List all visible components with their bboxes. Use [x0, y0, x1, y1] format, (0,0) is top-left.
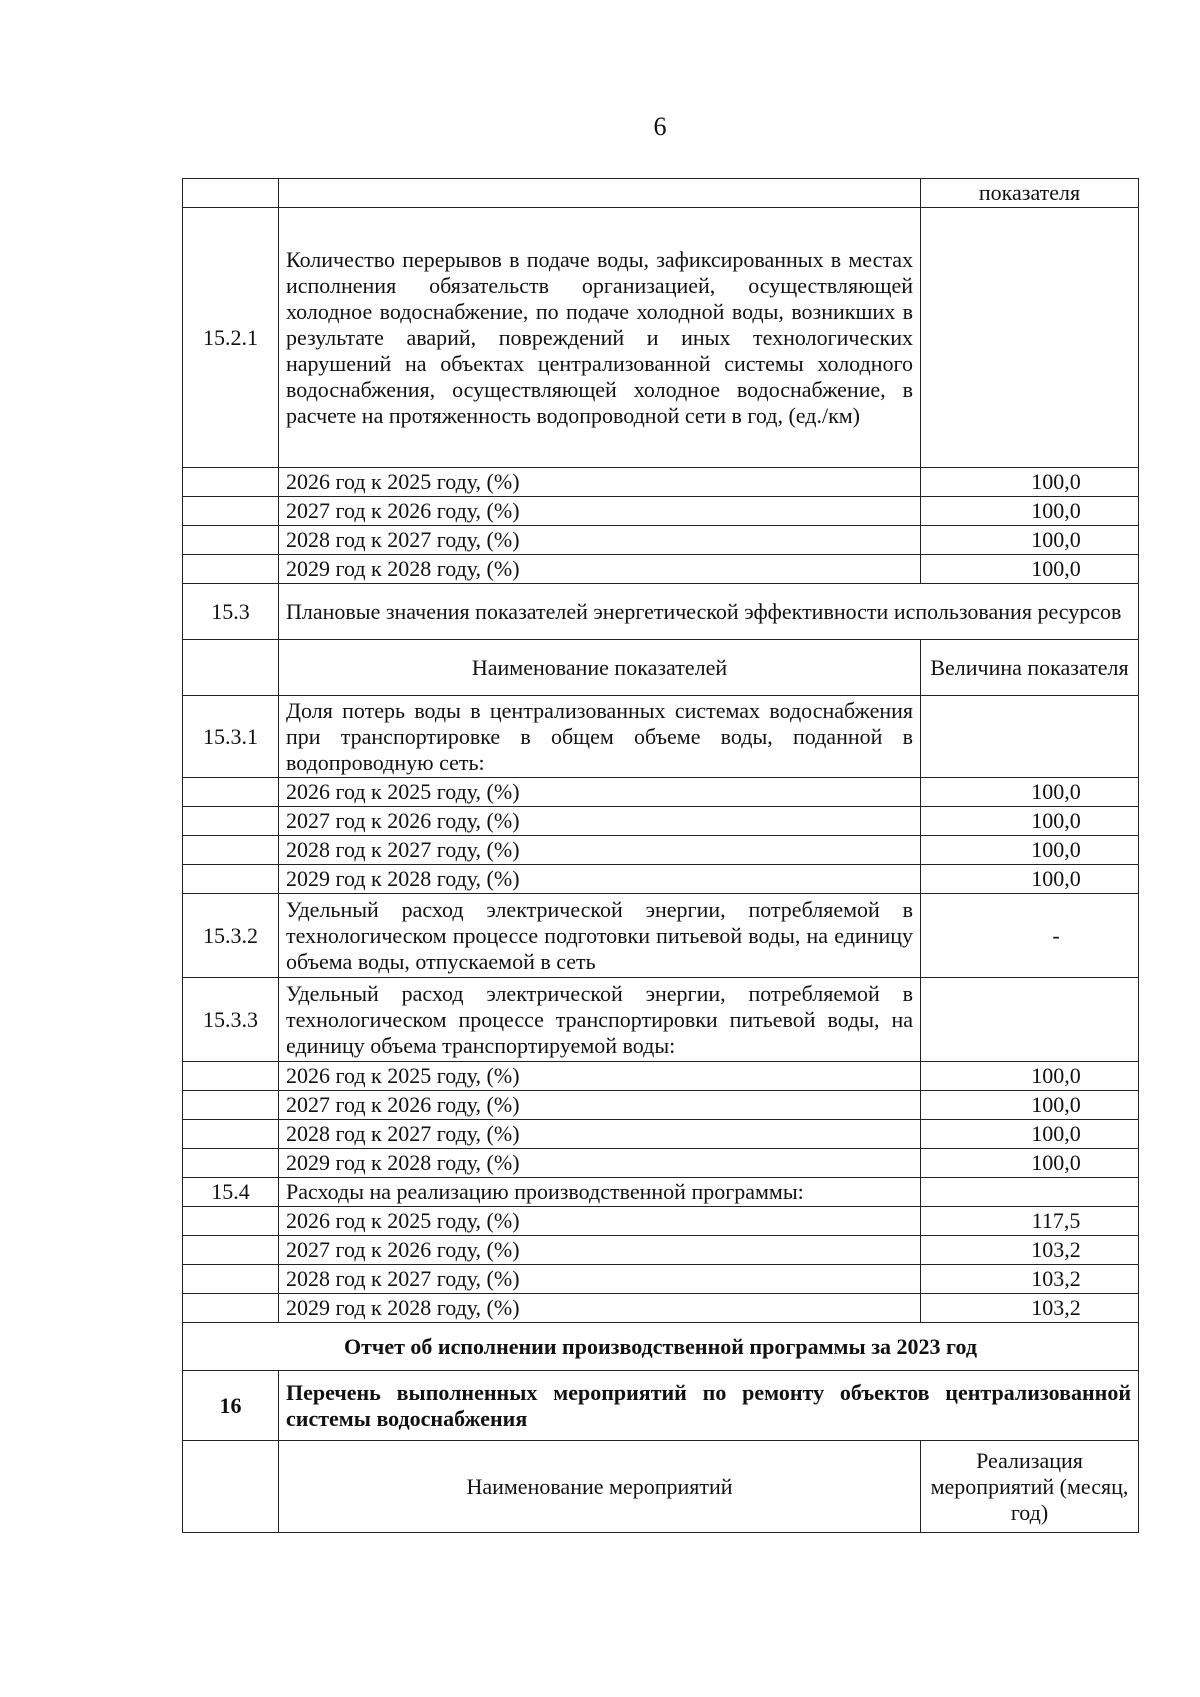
- year-label: 2027 год к 2026 году, (%): [279, 1091, 921, 1120]
- table-row: [183, 526, 1139, 555]
- section-title: Плановые значения показателей энергетической эффективности использования ресурсов: [279, 584, 1139, 640]
- table-row: [183, 555, 1139, 584]
- year-label: 2028 год к 2027 году, (%): [279, 526, 921, 555]
- year-value: 100,0: [921, 497, 1139, 526]
- year-label: 2027 год к 2026 году, (%): [279, 497, 921, 526]
- year-value: 100,0: [921, 1149, 1139, 1178]
- year-value: 103,2: [921, 1265, 1139, 1294]
- table-row: [183, 208, 1139, 468]
- table-row: [183, 1371, 1139, 1441]
- column-header-name: Наименование показателей: [279, 640, 921, 696]
- table-row: [183, 1265, 1139, 1294]
- year-value: 103,2: [921, 1236, 1139, 1265]
- year-value: 100,0: [921, 555, 1139, 584]
- year-label: 2026 год к 2025 году, (%): [279, 778, 921, 807]
- indicator-text: Доля потерь воды в централизованных системах водоснабжения при транспортировке в общем объеме воды, поданной в водопроводную сеть:: [279, 696, 921, 778]
- year-label: 2029 год к 2028 году, (%): [279, 555, 921, 584]
- year-value: 100,0: [921, 865, 1139, 894]
- column-header-value: Величина показателя: [921, 640, 1139, 696]
- year-value: 100,0: [921, 468, 1139, 497]
- table-row: [183, 865, 1139, 894]
- table-row: [183, 1178, 1139, 1207]
- year-value: 100,0: [921, 836, 1139, 865]
- year-label: 2028 год к 2027 году, (%): [279, 1265, 921, 1294]
- table-row: [183, 584, 1139, 640]
- column-header-name: Наименование мероприятий: [279, 1441, 921, 1533]
- year-value: 100,0: [921, 526, 1139, 555]
- table-row: [183, 1207, 1139, 1236]
- year-label: 2028 год к 2027 году, (%): [279, 1120, 921, 1149]
- table-row: [183, 807, 1139, 836]
- empty-cell: [921, 1178, 1139, 1207]
- table-row: [183, 1441, 1139, 1533]
- table-row: [183, 1236, 1139, 1265]
- page-number: 6: [653, 112, 667, 141]
- table-row: [183, 696, 1139, 778]
- indicator-text: Количество перерывов в подаче воды, зафиксированных в местах исполнения обязательств организацией, осуществляющей холодное водоснабжение, по подаче холодной воды, возникших в результате аварий, повреждений и иных технологических нарушений на объектах централизованной системы холодного водоснабжения, осуществляющей холодное водоснабжение, в расчете на протяженность водопроводной сети в год, (ед./км): [279, 208, 921, 468]
- table-row: [183, 978, 1139, 1062]
- year-value: 117,5: [921, 1207, 1139, 1236]
- empty-cell: [183, 1441, 279, 1533]
- year-value: 100,0: [921, 778, 1139, 807]
- table-row: [183, 179, 1139, 208]
- table-row: [183, 1062, 1139, 1091]
- row-number: 16: [183, 1371, 279, 1441]
- table-row: [183, 1091, 1139, 1120]
- year-label: 2026 год к 2025 году, (%): [279, 1207, 921, 1236]
- year-label: 2029 год к 2028 году, (%): [279, 865, 921, 894]
- empty-cell: [921, 978, 1139, 1062]
- table-row: [183, 497, 1139, 526]
- table-row: [183, 1120, 1139, 1149]
- indicators-table: [182, 178, 1139, 1533]
- table-row: [183, 640, 1139, 696]
- row-number: 15.4: [183, 1178, 279, 1207]
- empty-cell: [921, 208, 1139, 468]
- row-number: 15.3.2: [183, 894, 279, 978]
- column-header-value: показателя: [921, 179, 1139, 208]
- table-row: [183, 468, 1139, 497]
- indicator-text: Удельный расход электрической энергии, потребляемой в технологическом процессе транспортировки питьевой воды, на единицу объема транспортируемой воды:: [279, 978, 921, 1062]
- empty-cell: [279, 179, 921, 208]
- row-number: 15.3.3: [183, 978, 279, 1062]
- table-row: [183, 778, 1139, 807]
- year-value: 100,0: [921, 1091, 1139, 1120]
- table-row: [183, 1323, 1139, 1371]
- table-row: [183, 894, 1139, 978]
- empty-cell: [921, 696, 1139, 778]
- year-label: 2029 год к 2028 году, (%): [279, 1149, 921, 1178]
- report-title: Отчет об исполнении производственной программы за 2023 год: [183, 1323, 1139, 1371]
- year-value: 100,0: [921, 1120, 1139, 1149]
- row-number: 15.3: [183, 584, 279, 640]
- year-label: 2027 год к 2026 году, (%): [279, 807, 921, 836]
- year-value: 100,0: [921, 1062, 1139, 1091]
- table-row: [183, 836, 1139, 865]
- year-label: 2028 год к 2027 году, (%): [279, 836, 921, 865]
- empty-cell: [183, 640, 279, 696]
- year-label: 2026 год к 2025 году, (%): [279, 1062, 921, 1091]
- table-row: [183, 1149, 1139, 1178]
- year-value: 103,2: [921, 1294, 1139, 1323]
- year-label: 2027 год к 2026 году, (%): [279, 1236, 921, 1265]
- row-number: 15.3.1: [183, 696, 279, 778]
- year-label: 2029 год к 2028 году, (%): [279, 1294, 921, 1323]
- indicator-text: Удельный расход электрической энергии, потребляемой в технологическом процессе подготовки питьевой воды, на единицу объема воды, отпускаемой в сеть: [279, 894, 921, 978]
- column-header-value: Реализация мероприятий (месяц, год): [921, 1441, 1139, 1533]
- year-label: 2026 год к 2025 году, (%): [279, 468, 921, 497]
- year-value: 100,0: [921, 807, 1139, 836]
- row-number: 15.2.1: [183, 208, 279, 468]
- table-row: [183, 1294, 1139, 1323]
- indicator-value: -: [921, 894, 1139, 978]
- section-title: Перечень выполненных мероприятий по ремонту объектов централизованной системы водоснабжения: [279, 1371, 1139, 1441]
- empty-cell: [183, 179, 279, 208]
- indicator-text: Расходы на реализацию производственной программы:: [279, 1178, 921, 1207]
